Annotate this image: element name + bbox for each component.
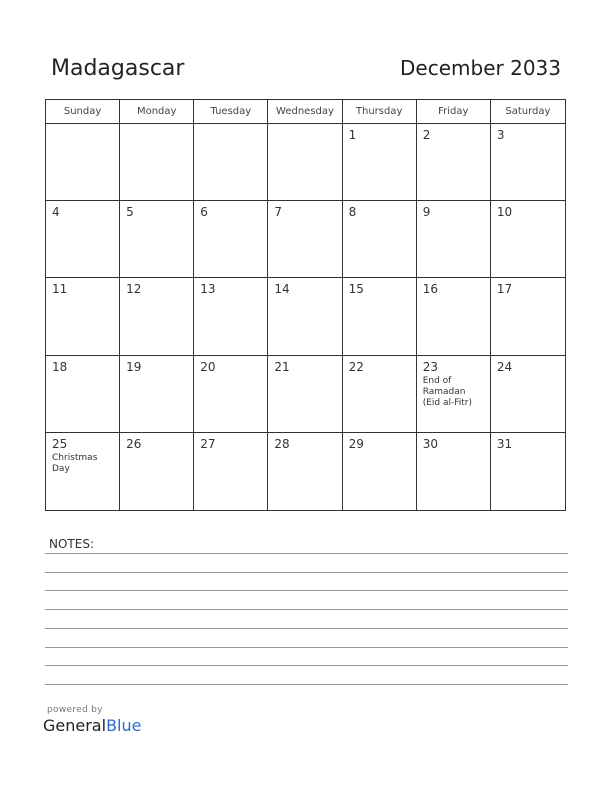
day-cell [343,201,417,278]
weekday-header: Thursday [343,100,417,124]
note-line [45,590,568,591]
day-number: 17 [496,282,513,297]
note-line [45,684,568,685]
day-cell [268,356,342,433]
day-cell [120,124,194,201]
day-cell [268,201,342,278]
day-number: 13 [200,282,216,297]
day-number: 19 [126,359,142,374]
day-cell [46,356,120,433]
note-line [45,553,568,554]
day-number: 24 [496,359,513,374]
day-number: 31 [496,436,513,451]
day-cell [120,201,194,278]
day-number: 16 [422,282,438,297]
generalblue-logo [43,716,141,735]
day-number: 14 [274,282,290,297]
day-number: 23 [422,359,438,374]
weekday-header: Saturday [491,100,565,124]
day-cell [343,124,417,201]
day-number: 21 [274,359,290,374]
day-cell [120,278,194,355]
day-cell [194,124,268,201]
powered-by-text: powered by [47,705,103,715]
day-number: 5 [126,205,134,220]
weekday-header: Friday [417,100,491,124]
day-cell [120,356,194,433]
day-cell [491,124,565,201]
day-cell [491,201,565,278]
brand-general: General [43,716,107,735]
note-line [45,647,568,648]
day-number: 15 [348,282,364,297]
holiday-event: End of Ramadan (Eid al-Fitr) [422,375,473,408]
day-cell [46,201,120,278]
day-number: 20 [200,359,216,374]
day-cell [417,433,491,510]
day-cell [417,356,491,433]
day-cell [491,433,565,510]
weekday-header: Monday [120,100,194,124]
note-line [45,665,568,666]
day-cell [194,278,268,355]
day-number: 28 [274,436,290,451]
day-cell [343,356,417,433]
day-number: 29 [348,436,364,451]
day-cell [120,433,194,510]
day-cell [194,433,268,510]
day-number: 8 [348,205,357,220]
day-number: 18 [52,359,68,374]
day-number: 3 [496,128,505,142]
day-cell [46,278,120,355]
weekday-header: Sunday [46,100,120,124]
notes-label: NOTES: [49,537,94,551]
day-number: 11 [52,282,68,297]
brand-blue: Blue [106,716,142,735]
day-number: 26 [126,436,142,451]
day-cell [491,278,565,355]
month-year-title: December 2033 [400,56,561,80]
day-number: 4 [52,205,60,220]
calendar-grid [45,99,566,511]
day-number: 7 [274,205,283,220]
day-cell [194,201,268,278]
country-title: Madagascar [51,56,185,81]
day-number: 12 [126,282,142,297]
day-cell [268,278,342,355]
day-cell [417,201,491,278]
note-line [45,572,568,573]
day-number: 22 [348,359,364,374]
weekday-header: Tuesday [194,100,268,124]
day-number: 6 [200,205,208,220]
day-cell [268,124,342,201]
day-cell [343,433,417,510]
day-cell [46,124,120,201]
holiday-event: Christmas Day [52,452,98,474]
weekday-header: Wednesday [268,100,342,124]
day-cell [46,433,120,510]
day-number: 30 [422,436,438,451]
day-cell [417,124,491,201]
day-cell [194,356,268,433]
day-number: 27 [200,436,216,451]
day-cell [343,278,417,355]
day-number: 9 [422,205,431,220]
day-number: 10 [496,205,513,220]
day-number: 2 [422,128,431,142]
day-cell [268,433,342,510]
day-cell [491,356,565,433]
note-line [45,609,568,610]
day-cell [417,278,491,355]
day-number: 1 [348,128,357,142]
day-number: 25 [52,436,68,451]
note-line [45,628,568,629]
